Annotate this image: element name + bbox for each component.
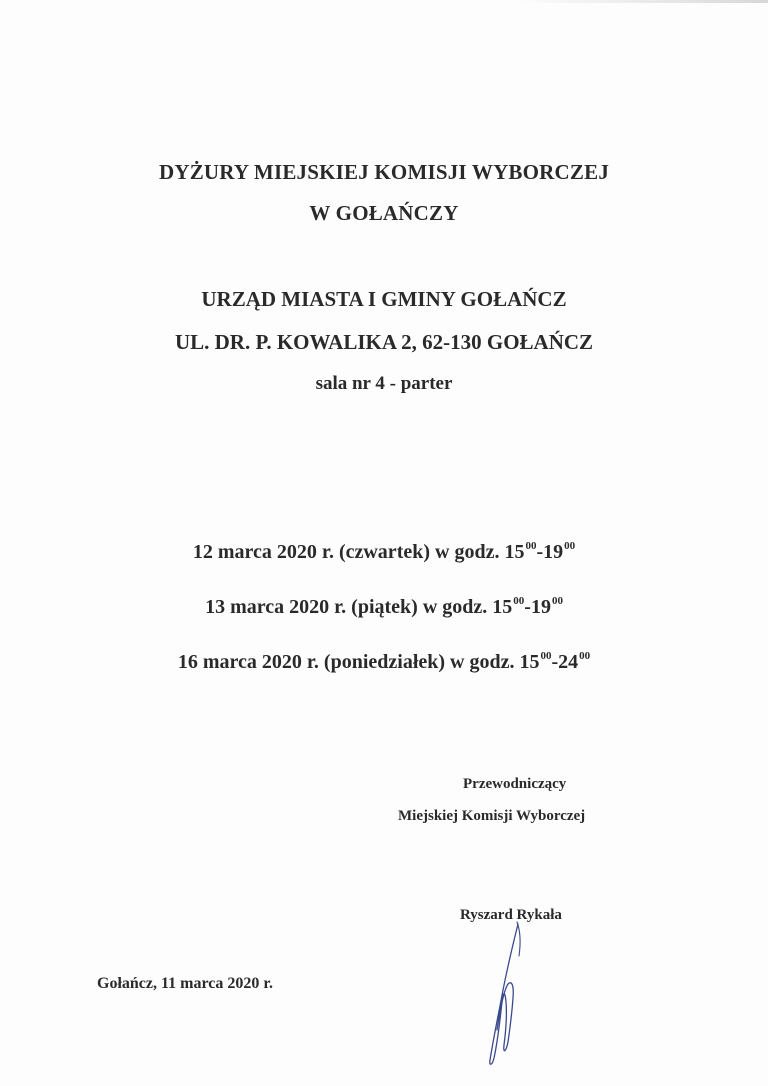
schedule-separator: - [536,541,544,563]
schedule-start-hour: 15 [492,596,513,618]
schedule-entry-text: 12 marca 2020 r. (czwartek) w godz. [192,541,505,563]
schedule-start-minutes: 00 [513,595,525,607]
signatory-role-line1: Przewodniczący [463,776,567,792]
signatory-role-line2: Miejskiej Komisji Wyborczej [398,808,586,824]
place-and-date: Gołańcz, 11 marca 2020 r. [97,975,273,992]
signatory-name: Ryszard Rykała [460,907,562,923]
schedule-end-hour: 19 [530,596,551,618]
schedule-entry-text: 13 marca 2020 r. (piątek) w godz. [205,596,493,618]
schedule-start-minutes: 00 [540,650,552,662]
schedule-end-hour: 24 [558,651,579,673]
schedule-end-minutes: 00 [551,595,563,607]
schedule-end-minutes: 00 [579,650,591,662]
handwritten-signature-icon [470,920,540,1070]
schedule-entry [0,541,768,564]
schedule-entry [0,651,768,674]
document-title-line1: DYŻURY MIEJSKIEJ KOMISJI WYBORCZEJ [158,160,610,184]
scan-edge-shadow [518,0,768,3]
document-title-line2: W GOŁAŃCZY [309,201,459,225]
schedule-entry [0,596,768,619]
schedule-separator: - [551,651,559,673]
office-address: UL. DR. P. KOWALIKA 2, 62-130 GOŁAŃCZ [174,330,594,354]
schedule-end-hour: 19 [543,541,564,563]
schedule-separator: - [524,596,531,618]
schedule-end-minutes: 00 [564,540,576,552]
room-info: sala nr 4 - parter [315,373,453,394]
schedule-start-minutes: 00 [525,540,537,552]
office-name: URZĄD MIASTA I GMINY GOŁAŃCZ [201,287,567,311]
schedule-entry-text: 16 marca 2020 r. (poniedziałek) w godz. [177,651,520,673]
schedule-start-hour: 15 [519,651,540,673]
schedule-start-hour: 15 [504,541,525,563]
